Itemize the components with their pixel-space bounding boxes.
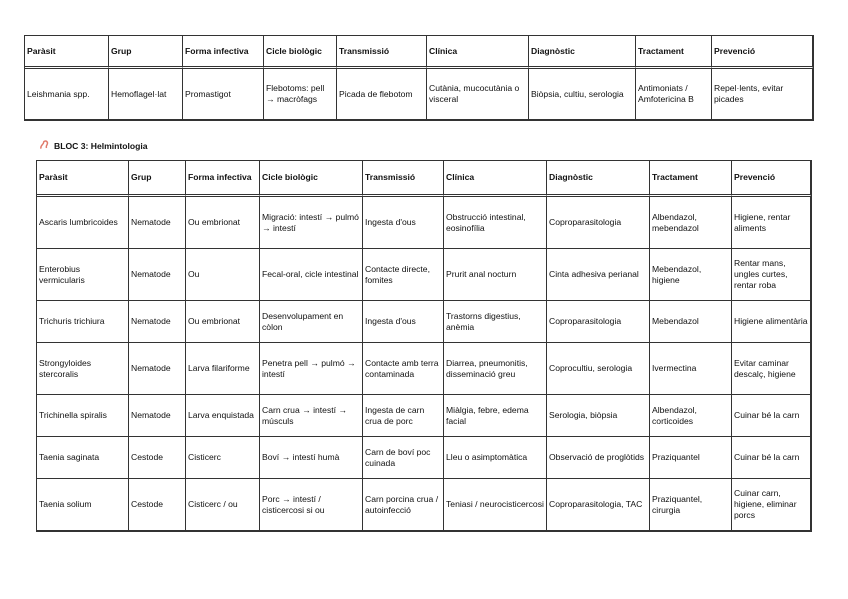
- table-cell: Larva enquistada: [186, 395, 260, 437]
- table-cell: Contacte amb terra contaminada: [363, 343, 444, 395]
- table-row: [37, 197, 811, 249]
- table-cell: Lleu o asimptomàtica: [444, 437, 547, 479]
- table-row: [37, 395, 811, 437]
- table-row: [37, 301, 811, 343]
- table-cell: Carn crua → intestí → músculs: [260, 395, 363, 437]
- header-cell: Clínica: [427, 36, 529, 69]
- table-cell: Ingesta d'ous: [363, 301, 444, 343]
- leishmania-table: [24, 35, 814, 121]
- table-cell: Miàlgia, febre, edema facial: [444, 395, 547, 437]
- table-row: [25, 69, 813, 120]
- table-cell: Repel·lents, evitar picades: [712, 69, 813, 120]
- table-cell: Diarrea, pneumonitis, disseminació greu: [444, 343, 547, 395]
- table-cell: Enterobius vermicularis: [37, 249, 129, 301]
- table-cell: Cutània, mucocutània o visceral: [427, 69, 529, 120]
- table-cell: Migració: intestí → pulmó → intestí: [260, 197, 363, 249]
- table-cell: Trichinella spiralis: [37, 395, 129, 437]
- section-heading: [39, 139, 148, 152]
- table-cell: Trastorns digestius, anèmia: [444, 301, 547, 343]
- header-cell: Diagnòstic: [529, 36, 636, 69]
- header-cell: Cicle biològic: [260, 161, 363, 197]
- table-cell: Antimoniats / Amfotericina B: [636, 69, 712, 120]
- table-cell: Cisticerc / ou: [186, 479, 260, 531]
- table-cell: Rentar mans, ungles curtes, rentar roba: [732, 249, 811, 301]
- table-cell: Ingesta de carn crua de porc: [363, 395, 444, 437]
- table-row: [37, 437, 811, 479]
- table-cell: Cestode: [129, 437, 186, 479]
- table-cell: Flebotoms: pell → macròfags: [264, 69, 337, 120]
- table-cell: Evitar caminar descalç, higiene: [732, 343, 811, 395]
- header-cell: Paràsit: [37, 161, 129, 197]
- header-cell: Grup: [109, 36, 183, 69]
- header-cell: Prevenció: [712, 36, 813, 69]
- table-cell: Albendazol, mebendazol: [650, 197, 732, 249]
- table-cell: Larva filariforme: [186, 343, 260, 395]
- table-header-row: [37, 161, 811, 197]
- helmintologia-table: [36, 160, 812, 532]
- table-cell: Ou: [186, 249, 260, 301]
- header-cell: Tractament: [636, 36, 712, 69]
- table-cell: Nematode: [129, 197, 186, 249]
- table-cell: Cestode: [129, 479, 186, 531]
- table-row: [37, 249, 811, 301]
- table-row: [37, 479, 811, 531]
- table-cell: Praziquantel, cirurgia: [650, 479, 732, 531]
- table-cell: Observació de proglòtids: [547, 437, 650, 479]
- table-cell: Nematode: [129, 343, 186, 395]
- table-cell: Ivermectina: [650, 343, 732, 395]
- table-cell: Ou embrionat: [186, 301, 260, 343]
- table-cell: Penetra pell → pulmó → intestí: [260, 343, 363, 395]
- table-cell: Trichuris trichiura: [37, 301, 129, 343]
- header-cell: Grup: [129, 161, 186, 197]
- table-cell: Porc → intestí / cisticercosi si ou: [260, 479, 363, 531]
- table-cell: Higiene, rentar aliments: [732, 197, 811, 249]
- table-cell: Ingesta d'ous: [363, 197, 444, 249]
- table-cell: Taenia saginata: [37, 437, 129, 479]
- header-cell: Transmissió: [337, 36, 427, 69]
- table-cell: Leishmania spp.: [25, 69, 109, 120]
- table-cell: Boví → intestí humà: [260, 437, 363, 479]
- table-cell: Desenvolupament en còlon: [260, 301, 363, 343]
- worm-icon: [39, 139, 50, 152]
- table-cell: Prurit anal nocturn: [444, 249, 547, 301]
- header-cell: Forma infectiva: [183, 36, 264, 69]
- table-cell: Obstrucció intestinal, eosinofília: [444, 197, 547, 249]
- table-cell: Cinta adhesiva perianal: [547, 249, 650, 301]
- table-cell: Taenia solium: [37, 479, 129, 531]
- table-cell: Ascaris lumbricoides: [37, 197, 129, 249]
- table-cell: Strongyloides stercoralis: [37, 343, 129, 395]
- table-cell: Cisticerc: [186, 437, 260, 479]
- table-cell: Promastigot: [183, 69, 264, 120]
- table-cell: Coprocultiu, serologia: [547, 343, 650, 395]
- header-cell: Forma infectiva: [186, 161, 260, 197]
- table-row: [37, 343, 811, 395]
- table-cell: Albendazol, corticoides: [650, 395, 732, 437]
- section-title: BLOC 3: Helmintologia: [54, 140, 148, 151]
- header-cell: Cicle biològic: [264, 36, 337, 69]
- table-cell: Carn de boví poc cuinada: [363, 437, 444, 479]
- table-cell: Coproparasitologia: [547, 197, 650, 249]
- table-cell: Praziquantel: [650, 437, 732, 479]
- table-cell: Cuinar bé la carn: [732, 395, 811, 437]
- table-cell: Coproparasitologia, TAC: [547, 479, 650, 531]
- table-cell: Mebendazol: [650, 301, 732, 343]
- header-cell: Transmissió: [363, 161, 444, 197]
- header-cell: Diagnòstic: [547, 161, 650, 197]
- table-cell: Carn porcina crua / autoinfecció: [363, 479, 444, 531]
- table-cell: Ou embrionat: [186, 197, 260, 249]
- header-cell: Prevenció: [732, 161, 811, 197]
- table-cell: Fecal-oral, cicle intestinal: [260, 249, 363, 301]
- table-cell: Cuinar bé la carn: [732, 437, 811, 479]
- table-cell: Teniasi / neurocisticercosi: [444, 479, 547, 531]
- table-cell: Mebendazol, higiene: [650, 249, 732, 301]
- table-cell: Contacte directe, fomites: [363, 249, 444, 301]
- header-cell: Paràsit: [25, 36, 109, 69]
- header-cell: Clínica: [444, 161, 547, 197]
- table-cell: Biòpsia, cultiu, serologia: [529, 69, 636, 120]
- table-cell: Nematode: [129, 301, 186, 343]
- table-cell: Nematode: [129, 249, 186, 301]
- table-header-row: [25, 36, 813, 69]
- header-cell: Tractament: [650, 161, 732, 197]
- table-cell: Serologia, biòpsia: [547, 395, 650, 437]
- table-cell: Hemoflagel·lat: [109, 69, 183, 120]
- table-cell: Nematode: [129, 395, 186, 437]
- table-cell: Higiene alimentària: [732, 301, 811, 343]
- table-cell: Cuinar carn, higiene, eliminar porcs: [732, 479, 811, 531]
- table-cell: Coproparasitologia: [547, 301, 650, 343]
- table-cell: Picada de flebotom: [337, 69, 427, 120]
